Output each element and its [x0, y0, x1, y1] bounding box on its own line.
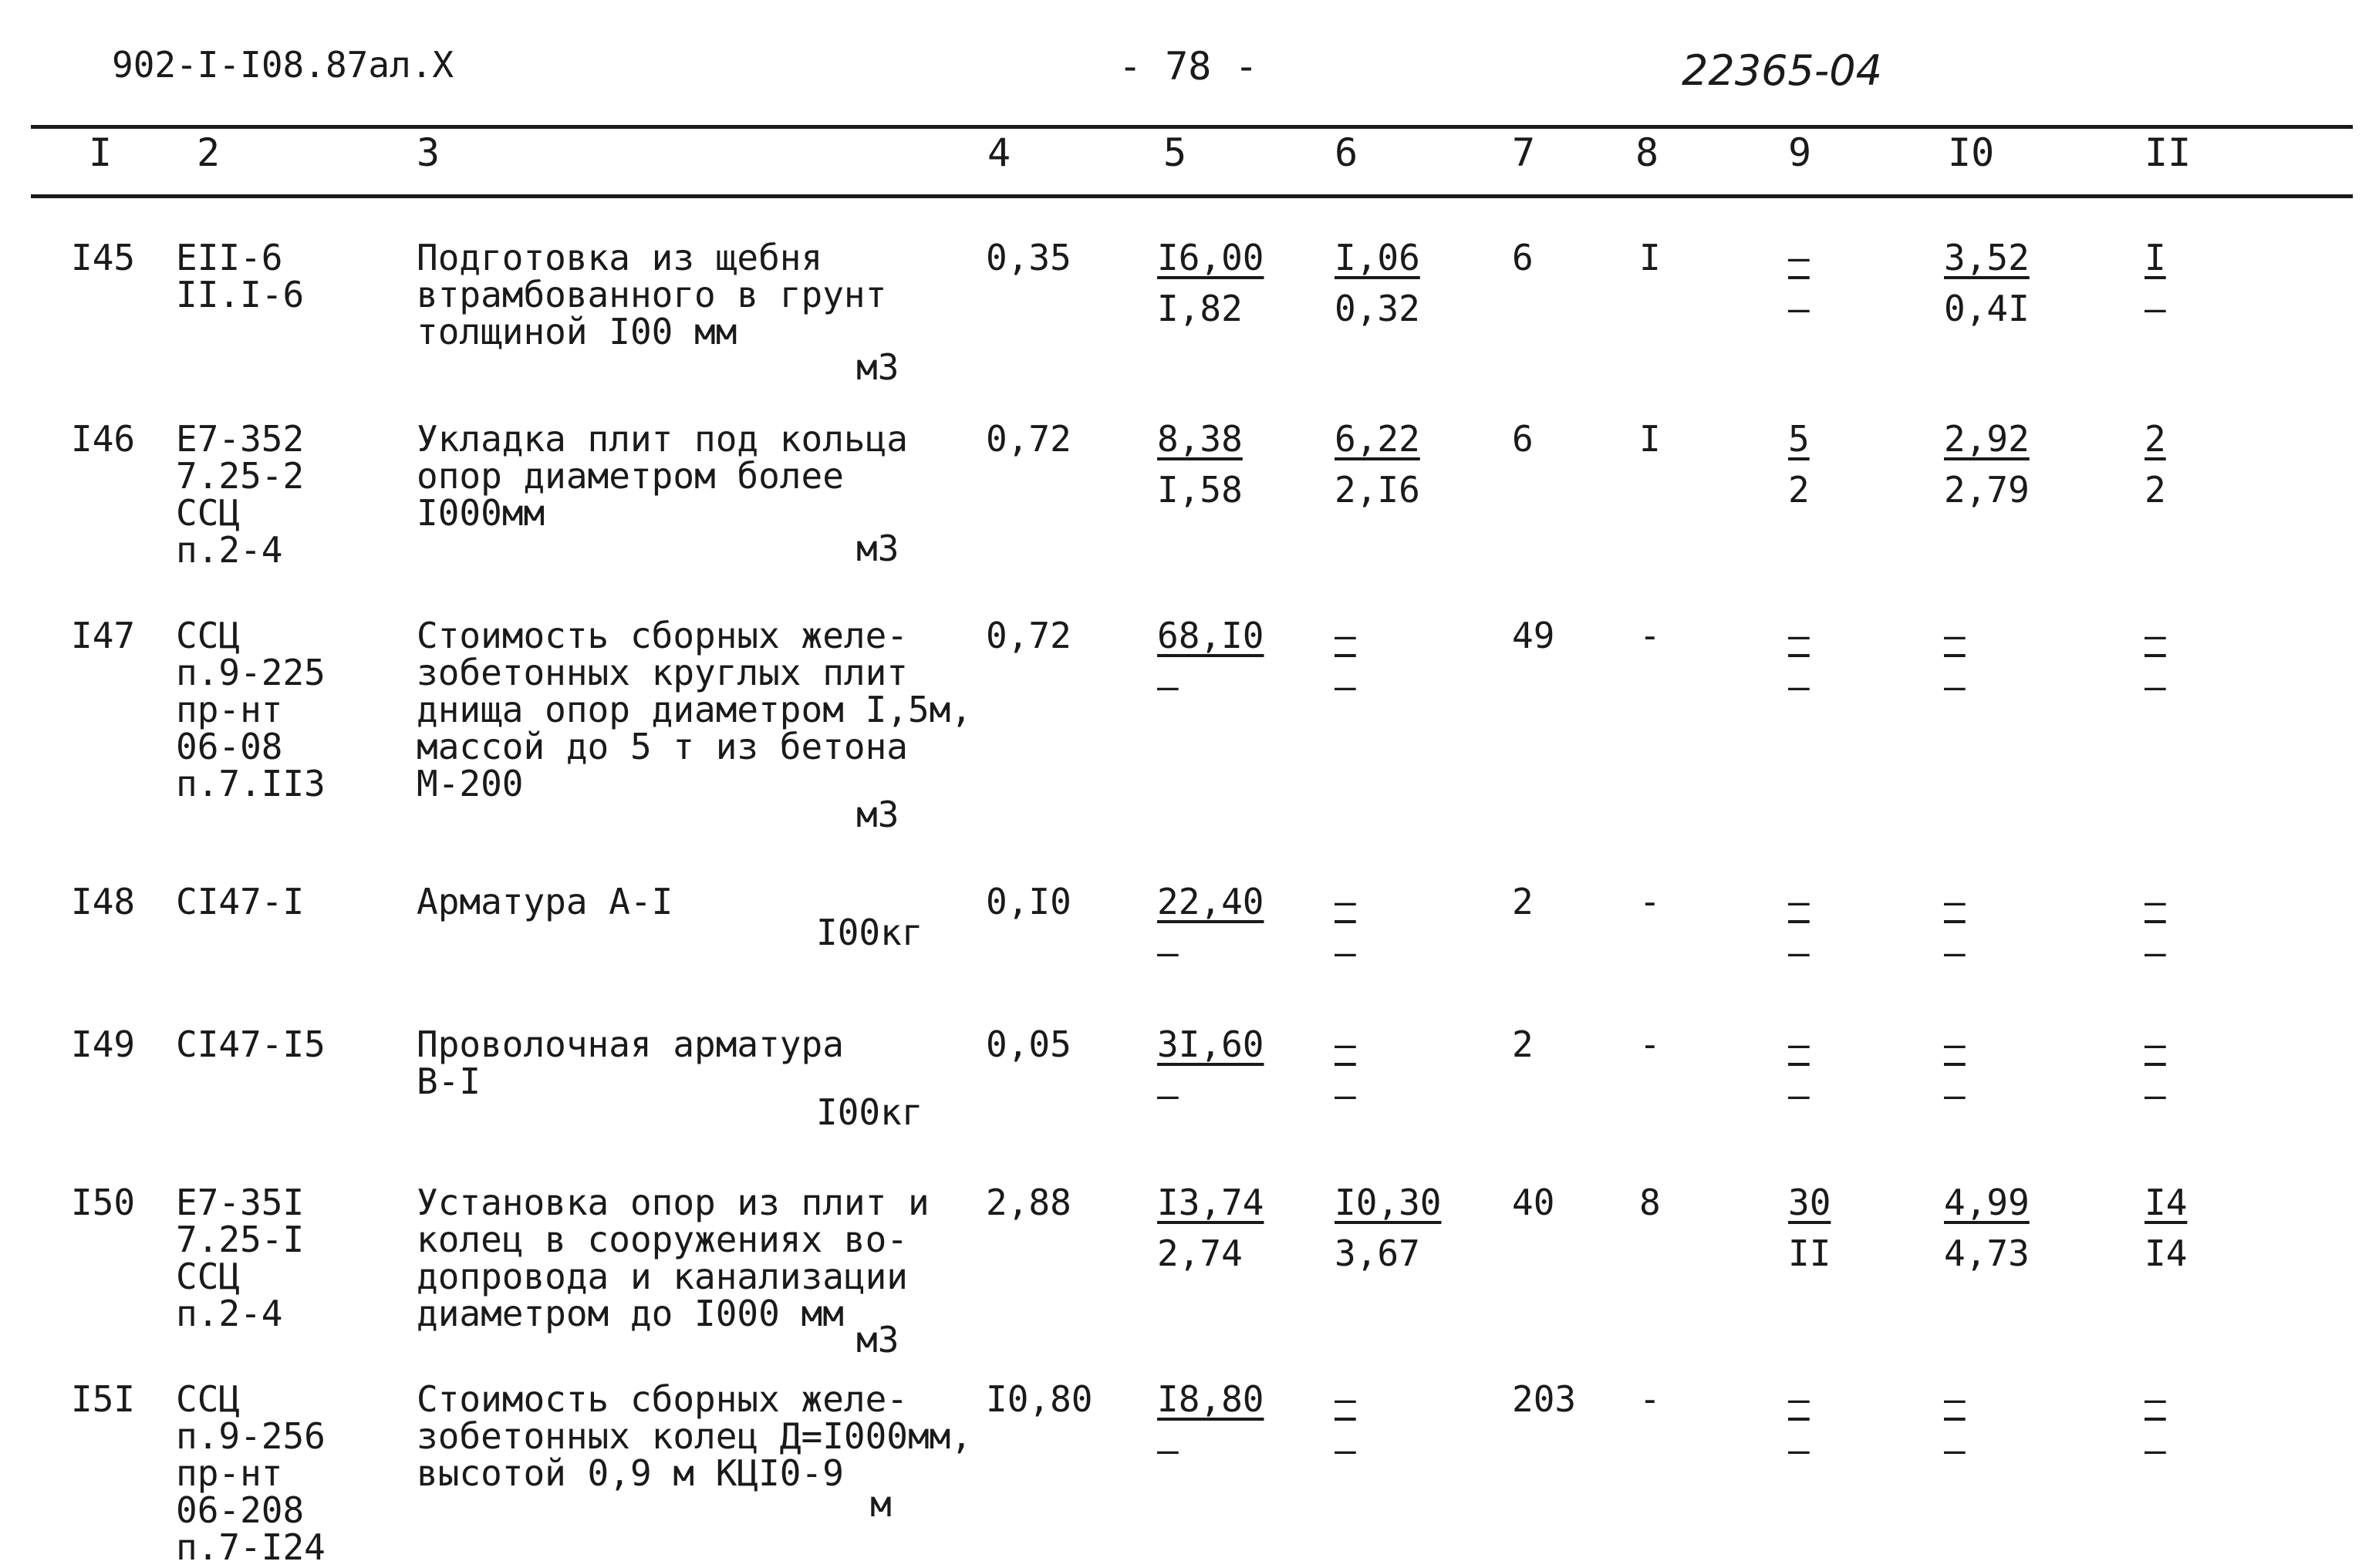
- header-bottom-rule: [31, 194, 2353, 198]
- norm-code-line: Е7-35I: [176, 1182, 305, 1223]
- norm-code-line: Е7-352: [176, 418, 305, 460]
- col10-value-numerator: 3,52: [1944, 237, 2030, 278]
- work-description-line: диаметром до I000 мм: [417, 1293, 844, 1334]
- col6-cost: [1335, 1023, 1466, 1128]
- col6-cost-denominator: 0,32: [1335, 288, 1420, 329]
- quantity: I0,80: [986, 1378, 1093, 1420]
- col9-value-numerator: –: [1788, 881, 1810, 922]
- work-description-line: В-I: [417, 1061, 481, 1102]
- col5-cost-numerator: 22,40: [1157, 881, 1264, 922]
- col10-value-denominator: 4,73: [1944, 1232, 2030, 1274]
- col5-cost-denominator: –: [1157, 932, 1179, 973]
- col7-value: 6: [1512, 237, 1534, 278]
- col7-value: 2: [1512, 1023, 1534, 1065]
- col10-value: [1944, 617, 2075, 719]
- work-description-line: Установка опор из плит и: [417, 1182, 930, 1223]
- col9-value-denominator: –: [1788, 666, 1810, 707]
- work-description-line: массой до 5 т из бетона: [417, 726, 908, 767]
- col7-value: 6: [1512, 418, 1534, 460]
- col10-value: [1944, 239, 2075, 341]
- col9-value: [1788, 239, 1919, 341]
- norm-code-line: 7.25-2: [176, 455, 305, 497]
- quantity: 0,72: [986, 615, 1071, 656]
- col8-value: I: [1639, 237, 1661, 278]
- row-number: I47: [71, 615, 136, 656]
- col11-value-numerator: –: [2145, 1023, 2166, 1065]
- col-header-4: 4: [987, 130, 1011, 175]
- quantity: 0,72: [986, 418, 1071, 460]
- unit-of-measure: м3: [856, 794, 899, 835]
- quantity: 2,88: [986, 1182, 1071, 1223]
- col5-cost: [1157, 1184, 1288, 1286]
- col11-value: [2145, 1184, 2276, 1286]
- col11-value-numerator: –: [2145, 615, 2166, 656]
- norm-code-line: ССЦ: [176, 1256, 241, 1297]
- norm-code-line: ЕII-6: [176, 237, 283, 278]
- col6-cost-numerator: –: [1335, 1023, 1356, 1065]
- work-description-line: допровода и канализации: [417, 1256, 908, 1297]
- norm-code-line: 06-208: [176, 1489, 305, 1531]
- col9-value-denominator: –: [1788, 932, 1810, 973]
- col11-value: [2145, 239, 2276, 341]
- col8-value: I: [1639, 418, 1661, 460]
- row-number: I49: [71, 1023, 136, 1065]
- work-description-line: Стоимость сборных желе-: [417, 615, 908, 656]
- norm-code-line: II.I-6: [176, 274, 305, 315]
- unit-of-measure: м3: [856, 1319, 899, 1361]
- col7-value: 2: [1512, 881, 1534, 922]
- col6-cost-denominator: –: [1335, 1429, 1356, 1471]
- col5-cost-denominator: I,58: [1157, 469, 1243, 511]
- unit-of-measure: I00кг: [816, 1091, 923, 1133]
- norm-code-line: пр-нт: [176, 689, 283, 730]
- top-rule: [31, 125, 2353, 129]
- norm-code-line: СI47-I5: [176, 1023, 326, 1065]
- col11-value-numerator: –: [2145, 881, 2166, 922]
- col11-value-denominator: –: [2145, 288, 2166, 329]
- col9-value-numerator: 5: [1788, 418, 1810, 460]
- row-number: I50: [71, 1182, 136, 1223]
- col6-cost: [1335, 239, 1466, 341]
- col10-value-numerator: 2,92: [1944, 418, 2030, 460]
- col10-value: [1944, 883, 2075, 985]
- norm-code-line: п.7-I24: [176, 1526, 326, 1568]
- col11-value: [2145, 883, 2276, 985]
- document-code: 902-I-I08.87ал.Х: [112, 44, 454, 86]
- unit-of-measure: м3: [856, 346, 899, 388]
- col-header-5: 5: [1163, 130, 1187, 175]
- col5-cost: [1157, 239, 1288, 341]
- col6-cost-denominator: 3,67: [1335, 1232, 1420, 1274]
- col9-value-denominator: –: [1788, 1074, 1810, 1116]
- col9-value: [1788, 1023, 1919, 1128]
- norm-code-line: пр-нт: [176, 1452, 283, 1494]
- col-header-11: II: [2145, 130, 2192, 175]
- col11-value-numerator: I: [2145, 237, 2166, 278]
- work-description-line: колец в сооружениях во-: [417, 1219, 908, 1260]
- col10-value-numerator: –: [1944, 881, 1966, 922]
- col11-value: [2145, 1378, 2276, 1482]
- col6-cost-numerator: –: [1335, 1378, 1356, 1420]
- col10-value: [1944, 1023, 2075, 1128]
- col9-value: [1788, 1184, 1919, 1286]
- col11-value-denominator: I4: [2145, 1232, 2188, 1274]
- col5-cost-denominator: 2,74: [1157, 1232, 1243, 1274]
- col7-value: 40: [1512, 1182, 1555, 1223]
- unit-of-measure: м: [870, 1483, 892, 1525]
- col9-value: [1788, 420, 1919, 522]
- col5-cost: [1157, 617, 1288, 719]
- norm-code-line: ССЦ: [176, 1378, 241, 1420]
- col10-value-denominator: –: [1944, 666, 1966, 707]
- col-header-2: 2: [197, 130, 221, 175]
- col7-value: 49: [1512, 615, 1555, 656]
- col10-value: [1944, 420, 2075, 522]
- work-description-line: Стоимость сборных желе-: [417, 1378, 908, 1420]
- handwritten-doc-number: 22365-04: [1682, 46, 1882, 95]
- col5-cost-numerator: I6,00: [1157, 237, 1264, 278]
- col-header-8: 8: [1635, 130, 1659, 175]
- norm-code-line: СI47-I: [176, 881, 305, 922]
- col6-cost-numerator: –: [1335, 881, 1356, 922]
- page-number: - 78 -: [1119, 44, 1258, 89]
- work-description-line: Арматура А-I: [417, 881, 673, 922]
- col10-value-denominator: –: [1944, 1074, 1966, 1116]
- col11-value-denominator: –: [2145, 1074, 2166, 1116]
- norm-code-line: п.2-4: [176, 1293, 283, 1334]
- col6-cost-numerator: –: [1335, 615, 1356, 656]
- quantity: 0,05: [986, 1023, 1071, 1065]
- col6-cost-denominator: –: [1335, 1074, 1356, 1116]
- col10-value: [1944, 1378, 2075, 1482]
- col9-value-numerator: –: [1788, 1378, 1810, 1420]
- col11-value-denominator: –: [2145, 932, 2166, 973]
- col5-cost-numerator: 68,I0: [1157, 615, 1264, 656]
- col10-value: [1944, 1184, 2075, 1286]
- col9-value-denominator: –: [1788, 288, 1810, 329]
- row-number: I46: [71, 418, 136, 460]
- work-description-line: Укладка плит под кольца: [417, 418, 908, 460]
- col-header-3: 3: [417, 130, 440, 175]
- col6-cost: [1335, 883, 1466, 985]
- col8-value: -: [1639, 1023, 1661, 1065]
- col6-cost-denominator: 2,I6: [1335, 469, 1420, 511]
- col9-value-numerator: 30: [1788, 1182, 1831, 1223]
- col6-cost: [1335, 1378, 1466, 1482]
- col9-value-numerator: –: [1788, 1023, 1810, 1065]
- col11-value-denominator: –: [2145, 1429, 2166, 1471]
- norm-code-line: п.2-4: [176, 529, 283, 571]
- col8-value: 8: [1639, 1182, 1661, 1223]
- work-description-line: опор диаметром более: [417, 455, 844, 497]
- col9-value: [1788, 617, 1919, 719]
- col11-value-numerator: –: [2145, 1378, 2166, 1420]
- col-header-7: 7: [1512, 130, 1536, 175]
- col8-value: -: [1639, 881, 1661, 922]
- col6-cost: [1335, 420, 1466, 522]
- norm-code-line: ССЦ: [176, 615, 241, 656]
- work-description-line: толщиной I00 мм: [417, 311, 737, 352]
- col10-value-numerator: –: [1944, 615, 1966, 656]
- col9-value: [1788, 883, 1919, 985]
- col6-cost-numerator: I0,30: [1335, 1182, 1442, 1223]
- col5-cost: [1157, 1378, 1288, 1482]
- row-number: I5I: [71, 1378, 136, 1420]
- col5-cost-denominator: –: [1157, 1074, 1179, 1116]
- col10-value-denominator: 0,4I: [1944, 288, 2030, 329]
- col10-value-numerator: –: [1944, 1023, 1966, 1065]
- work-description-line: Проволочная арматура: [417, 1023, 844, 1065]
- quantity: 0,I0: [986, 881, 1071, 922]
- unit-of-measure: I00кг: [816, 912, 923, 953]
- work-description-line: зобетонных круглых плит: [417, 652, 908, 693]
- work-description-line: днища опор диаметром I,5м,: [417, 689, 973, 730]
- col5-cost-numerator: I3,74: [1157, 1182, 1264, 1223]
- work-description-line: зобетонных колец Д=I000мм,: [417, 1415, 973, 1457]
- norm-code-line: п.9-225: [176, 652, 326, 693]
- col11-value-numerator: I4: [2145, 1182, 2188, 1223]
- col7-value: 203: [1512, 1378, 1577, 1420]
- work-description-line: высотой 0,9 м КЦI0-9: [417, 1452, 844, 1494]
- col6-cost: [1335, 1184, 1466, 1286]
- col8-value: -: [1639, 615, 1661, 656]
- col-header-1: I: [89, 130, 113, 175]
- col9-value-denominator: II: [1788, 1232, 1831, 1274]
- col9-value-numerator: –: [1788, 237, 1810, 278]
- col11-value-denominator: 2: [2145, 469, 2166, 511]
- col5-cost-denominator: I,82: [1157, 288, 1243, 329]
- work-description-line: Подготовка из щебня: [417, 237, 823, 278]
- col10-value-numerator: 4,99: [1944, 1182, 2030, 1223]
- norm-code-line: 06-08: [176, 726, 283, 767]
- col11-value-denominator: –: [2145, 666, 2166, 707]
- col9-value-numerator: –: [1788, 615, 1810, 656]
- col5-cost-numerator: 8,38: [1157, 418, 1243, 460]
- col-header-9: 9: [1788, 130, 1812, 175]
- work-description-line: втрамбованного в грунт: [417, 274, 887, 315]
- norm-code-line: п.9-256: [176, 1415, 326, 1457]
- col9-value: [1788, 1378, 1919, 1482]
- work-description-line: I000мм: [417, 492, 545, 534]
- norm-code-line: ССЦ: [176, 492, 241, 534]
- col6-cost-numerator: 6,22: [1335, 418, 1420, 460]
- col6-cost-numerator: I,06: [1335, 237, 1420, 278]
- row-number: I48: [71, 881, 136, 922]
- col10-value-numerator: –: [1944, 1378, 1966, 1420]
- col10-value-denominator: –: [1944, 932, 1966, 973]
- col-header-6: 6: [1335, 130, 1358, 175]
- col5-cost-denominator: –: [1157, 1429, 1179, 1471]
- col6-cost-denominator: –: [1335, 932, 1356, 973]
- col10-value-denominator: 2,79: [1944, 469, 2030, 511]
- norm-code-line: п.7.II3: [176, 763, 326, 804]
- work-description-line: М-200: [417, 763, 524, 804]
- col11-value-numerator: 2: [2145, 418, 2166, 460]
- col9-value-denominator: –: [1788, 1429, 1810, 1471]
- col11-value: [2145, 617, 2276, 719]
- col11-value: [2145, 1023, 2276, 1128]
- col5-cost-numerator: 3I,60: [1157, 1023, 1264, 1065]
- col6-cost-denominator: –: [1335, 666, 1356, 707]
- col10-value-denominator: –: [1944, 1429, 1966, 1471]
- col11-value: [2145, 420, 2276, 522]
- row-number: I45: [71, 237, 136, 278]
- unit-of-measure: м3: [856, 528, 899, 569]
- norm-code-line: 7.25-I: [176, 1219, 305, 1260]
- col9-value-denominator: 2: [1788, 469, 1810, 511]
- col8-value: -: [1639, 1378, 1661, 1420]
- col5-cost-numerator: I8,80: [1157, 1378, 1264, 1420]
- col5-cost-denominator: –: [1157, 666, 1179, 707]
- col6-cost: [1335, 617, 1466, 719]
- col5-cost: [1157, 1023, 1288, 1128]
- quantity: 0,35: [986, 237, 1071, 278]
- col5-cost: [1157, 420, 1288, 522]
- col-header-10: I0: [1948, 130, 1995, 175]
- col5-cost: [1157, 883, 1288, 985]
